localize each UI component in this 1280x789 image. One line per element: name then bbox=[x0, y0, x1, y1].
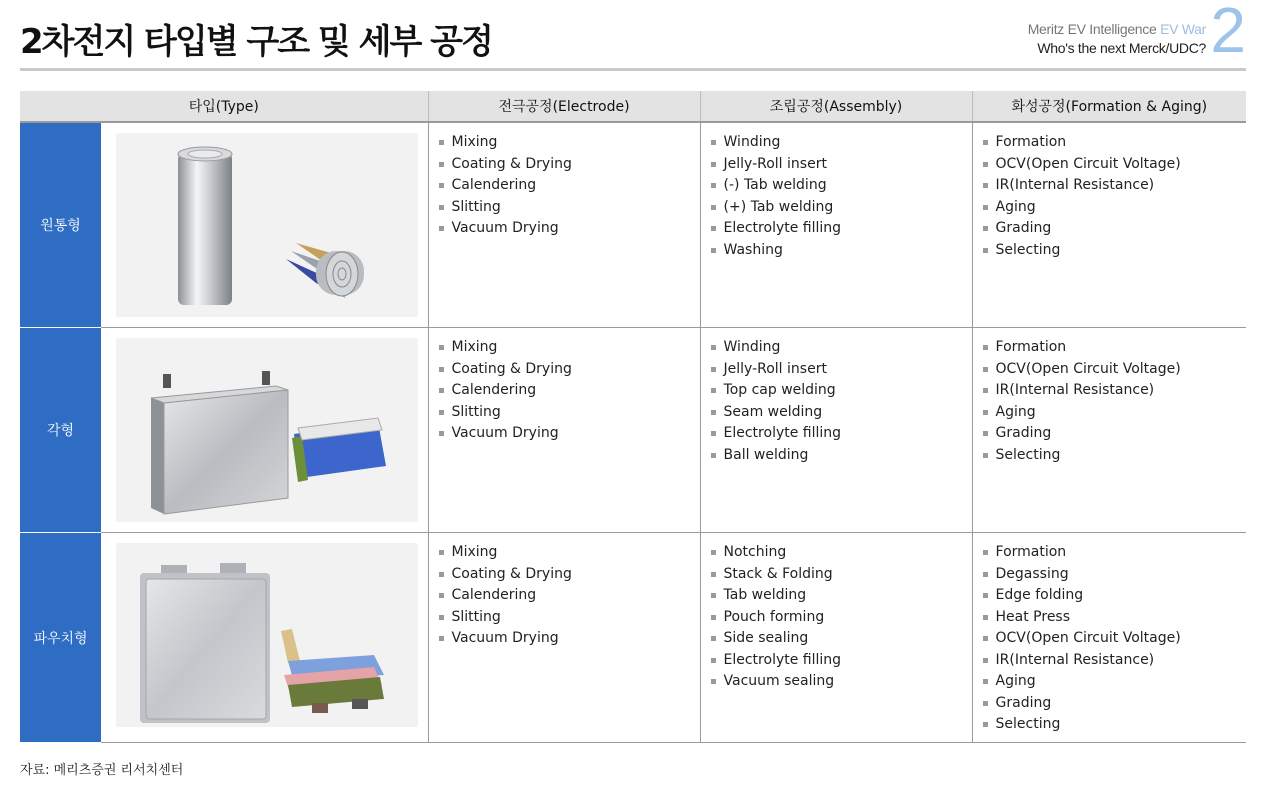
electrode-steps bbox=[429, 123, 700, 240]
list-item-text: Winding bbox=[723, 134, 781, 150]
bullet-icon bbox=[983, 615, 988, 620]
bullet-icon bbox=[983, 388, 988, 393]
bullet-icon bbox=[439, 226, 444, 231]
list-item-text: Grading bbox=[995, 425, 1052, 441]
list-item bbox=[711, 423, 972, 445]
bullet-icon bbox=[983, 205, 988, 210]
header-formation: 화성공정(Formation & Aging) bbox=[972, 91, 1246, 122]
list-item-text: Heat Press bbox=[995, 608, 1071, 625]
list-item-text: Degassing bbox=[995, 565, 1069, 582]
list-item-text: Coating & Drying bbox=[451, 565, 572, 582]
list-item-text: Jelly-Roll insert bbox=[723, 360, 827, 377]
bullet-icon bbox=[439, 205, 444, 210]
bullet-icon bbox=[711, 679, 716, 684]
list-item-text: (-) Tab welding bbox=[723, 177, 827, 193]
list-item bbox=[711, 240, 972, 262]
type-label: 원통형 bbox=[20, 122, 101, 328]
bullet-icon bbox=[983, 550, 988, 555]
bullet-icon bbox=[711, 550, 716, 555]
brand-number: 2 bbox=[1210, 0, 1246, 66]
list-item bbox=[983, 671, 1247, 693]
electrode-cell bbox=[428, 533, 700, 743]
list-item bbox=[983, 132, 1247, 154]
list-item-text: Formation bbox=[995, 134, 1067, 150]
brand-ev-war: EV War bbox=[1160, 21, 1206, 37]
list-item bbox=[983, 714, 1247, 736]
type-label: 각형 bbox=[20, 328, 101, 533]
list-item bbox=[711, 671, 972, 693]
bullet-icon bbox=[439, 431, 444, 436]
list-item bbox=[983, 445, 1247, 467]
bullet-icon bbox=[983, 345, 988, 350]
formation-cell bbox=[972, 328, 1246, 533]
list-item bbox=[439, 607, 700, 629]
list-item bbox=[983, 240, 1247, 262]
list-item bbox=[983, 175, 1247, 197]
list-item bbox=[711, 380, 972, 402]
list-item-text: IR(Internal Resistance) bbox=[995, 651, 1155, 668]
list-item-text: Washing bbox=[723, 241, 783, 258]
list-item bbox=[439, 628, 700, 650]
bullet-icon bbox=[983, 679, 988, 684]
bullet-icon bbox=[439, 572, 444, 577]
bullet-icon bbox=[983, 722, 988, 727]
list-item bbox=[711, 542, 972, 564]
list-item bbox=[983, 154, 1247, 176]
bullet-icon bbox=[711, 453, 716, 458]
electrode-cell bbox=[428, 122, 700, 328]
formation-cell bbox=[972, 533, 1246, 743]
bullet-icon bbox=[439, 367, 444, 372]
pouch-cell-image bbox=[116, 543, 418, 727]
list-item-text: Formation bbox=[995, 339, 1067, 355]
image-cell bbox=[101, 122, 428, 328]
list-item bbox=[983, 585, 1247, 607]
list-item bbox=[439, 564, 700, 586]
assembly-steps bbox=[701, 328, 972, 466]
formation-steps bbox=[973, 123, 1247, 261]
list-item bbox=[983, 628, 1247, 650]
list-item-text: Slitting bbox=[451, 608, 501, 625]
bullet-icon bbox=[983, 431, 988, 436]
list-item bbox=[983, 402, 1247, 424]
list-item-text: Top cap welding bbox=[723, 382, 836, 398]
formation-steps bbox=[973, 533, 1247, 736]
list-item bbox=[439, 585, 700, 607]
list-item-text: IR(Internal Resistance) bbox=[995, 382, 1155, 398]
bullet-icon bbox=[711, 248, 716, 253]
list-item bbox=[983, 542, 1247, 564]
list-item-text: Calendering bbox=[451, 177, 537, 193]
list-item-text: Electrolyte filling bbox=[723, 220, 842, 236]
list-item bbox=[983, 380, 1247, 402]
list-item-text: Pouch forming bbox=[723, 608, 825, 625]
list-item bbox=[983, 218, 1247, 240]
list-item bbox=[983, 197, 1247, 219]
cylindrical-cell-image bbox=[116, 133, 418, 317]
list-item-text: Electrolyte filling bbox=[723, 425, 842, 441]
list-item bbox=[439, 154, 700, 176]
bullet-icon bbox=[439, 410, 444, 415]
list-item bbox=[711, 650, 972, 672]
bullet-icon bbox=[711, 658, 716, 663]
bullet-icon bbox=[983, 248, 988, 253]
bullet-icon bbox=[983, 367, 988, 372]
list-item-text: Selecting bbox=[995, 716, 1061, 732]
bullet-icon bbox=[439, 140, 444, 145]
list-item bbox=[439, 402, 700, 424]
list-item bbox=[439, 197, 700, 219]
image-cell bbox=[101, 328, 428, 533]
table-header-row bbox=[20, 91, 1246, 122]
bullet-icon bbox=[983, 453, 988, 458]
list-item-text: Winding bbox=[723, 339, 781, 355]
source-note: 자료: 메리츠증권 리서치센터 bbox=[20, 763, 184, 778]
list-item-text: (+) Tab welding bbox=[723, 198, 834, 215]
list-item-text: Seam welding bbox=[723, 403, 823, 420]
bullet-icon bbox=[711, 431, 716, 436]
list-item bbox=[711, 337, 972, 359]
assembly-steps bbox=[701, 123, 972, 261]
table-row-pouch bbox=[20, 533, 1246, 743]
list-item-text: Selecting bbox=[995, 241, 1061, 258]
list-item bbox=[711, 154, 972, 176]
bullet-icon bbox=[983, 572, 988, 577]
list-item bbox=[439, 380, 700, 402]
bullet-icon bbox=[711, 388, 716, 393]
list-item bbox=[983, 423, 1247, 445]
header-assembly: 조립공정(Assembly) bbox=[700, 91, 972, 122]
image-cell bbox=[101, 533, 428, 743]
list-item-text: Notching bbox=[723, 544, 787, 560]
electrode-steps bbox=[429, 533, 700, 650]
electrode-steps bbox=[429, 328, 700, 445]
list-item bbox=[983, 337, 1247, 359]
bullet-icon bbox=[439, 345, 444, 350]
list-item bbox=[711, 402, 972, 424]
bullet-icon bbox=[711, 367, 716, 372]
bullet-icon bbox=[711, 183, 716, 188]
list-item-text: Slitting bbox=[451, 403, 501, 420]
list-item-text: IR(Internal Resistance) bbox=[995, 177, 1155, 193]
list-item-text: Selecting bbox=[995, 446, 1061, 463]
bullet-icon bbox=[983, 183, 988, 188]
title-divider bbox=[20, 68, 1246, 71]
bullet-icon bbox=[983, 593, 988, 598]
bullet-icon bbox=[983, 658, 988, 663]
list-item-text: OCV(Open Circuit Voltage) bbox=[995, 630, 1181, 646]
list-item-text: Vacuum sealing bbox=[723, 673, 835, 689]
list-item-text: Ball welding bbox=[723, 446, 809, 463]
assembly-cell bbox=[700, 122, 972, 328]
list-item-text: Jelly-Roll insert bbox=[723, 155, 827, 172]
list-item bbox=[439, 132, 700, 154]
list-item bbox=[711, 218, 972, 240]
list-item-text: Aging bbox=[995, 673, 1036, 689]
list-item-text: Formation bbox=[995, 544, 1067, 560]
list-item bbox=[439, 218, 700, 240]
list-item bbox=[983, 359, 1247, 381]
bullet-icon bbox=[711, 205, 716, 210]
list-item bbox=[983, 607, 1247, 629]
bullet-icon bbox=[711, 226, 716, 231]
list-item bbox=[439, 542, 700, 564]
list-item-text: Aging bbox=[995, 198, 1036, 215]
list-item-text: Electrolyte filling bbox=[723, 651, 842, 668]
list-item bbox=[711, 607, 972, 629]
list-item bbox=[439, 423, 700, 445]
bullet-icon bbox=[711, 410, 716, 415]
assembly-steps bbox=[701, 533, 972, 693]
bullet-icon bbox=[711, 615, 716, 620]
list-item bbox=[711, 628, 972, 650]
formation-cell bbox=[972, 122, 1246, 328]
bullet-icon bbox=[711, 345, 716, 350]
list-item bbox=[711, 585, 972, 607]
type-label: 파우치형 bbox=[20, 533, 101, 743]
bullet-icon bbox=[711, 572, 716, 577]
process-table bbox=[20, 91, 1246, 743]
list-item-text: Edge folding bbox=[995, 587, 1084, 603]
list-item-text: Side sealing bbox=[723, 630, 809, 646]
list-item bbox=[983, 564, 1247, 586]
list-item-text: Mixing bbox=[451, 544, 498, 560]
list-item-text: Mixing bbox=[451, 134, 498, 150]
assembly-cell bbox=[700, 328, 972, 533]
list-item-text: Stack & Folding bbox=[723, 565, 833, 582]
brand-line1-text: Meritz EV Intelligence bbox=[1027, 21, 1157, 37]
bullet-icon bbox=[983, 162, 988, 167]
list-item bbox=[983, 693, 1247, 715]
bullet-icon bbox=[983, 410, 988, 415]
bullet-icon bbox=[439, 162, 444, 167]
bullet-icon bbox=[439, 183, 444, 188]
table-row-prismatic bbox=[20, 328, 1246, 533]
list-item-text: Coating & Drying bbox=[451, 360, 572, 377]
bullet-icon bbox=[439, 593, 444, 598]
table-row-cylindrical bbox=[20, 122, 1246, 328]
bullet-icon bbox=[711, 636, 716, 641]
list-item-text: Tab welding bbox=[723, 587, 807, 603]
bullet-icon bbox=[983, 140, 988, 145]
bullet-icon bbox=[711, 593, 716, 598]
bullet-icon bbox=[983, 701, 988, 706]
list-item bbox=[439, 175, 700, 197]
list-item-text: Mixing bbox=[451, 339, 498, 355]
list-item bbox=[711, 132, 972, 154]
bullet-icon bbox=[439, 615, 444, 620]
list-item-text: Slitting bbox=[451, 198, 501, 215]
brand-line2: Who's the next Merck/UDC? bbox=[1037, 40, 1206, 56]
list-item bbox=[439, 359, 700, 381]
list-item-text: Coating & Drying bbox=[451, 155, 572, 172]
electrode-cell bbox=[428, 328, 700, 533]
list-item-text: Calendering bbox=[451, 382, 537, 398]
list-item-text: Vacuum Drying bbox=[451, 425, 559, 441]
list-item bbox=[711, 445, 972, 467]
list-item-text: Grading bbox=[995, 694, 1052, 711]
list-item-text: Vacuum Drying bbox=[451, 630, 559, 646]
header-electrode: 전극공정(Electrode) bbox=[428, 91, 700, 122]
list-item-text: OCV(Open Circuit Voltage) bbox=[995, 360, 1181, 377]
list-item-text: Grading bbox=[995, 220, 1052, 236]
list-item-text: Vacuum Drying bbox=[451, 220, 559, 236]
list-item bbox=[439, 337, 700, 359]
formation-steps bbox=[973, 328, 1247, 466]
list-item-text: Calendering bbox=[451, 587, 537, 603]
page-title: 2차전지 타입별 구조 및 세부 공정 bbox=[20, 22, 492, 62]
bullet-icon bbox=[439, 550, 444, 555]
list-item-text: OCV(Open Circuit Voltage) bbox=[995, 155, 1181, 172]
header-type: 타입(Type) bbox=[20, 91, 428, 122]
list-item bbox=[983, 650, 1247, 672]
prismatic-cell-image bbox=[116, 338, 418, 522]
list-item-text: Aging bbox=[995, 403, 1036, 420]
brand-line1 bbox=[1028, 21, 1206, 37]
bullet-icon bbox=[711, 140, 716, 145]
list-item bbox=[711, 175, 972, 197]
bullet-icon bbox=[439, 388, 444, 393]
bullet-icon bbox=[439, 636, 444, 641]
bullet-icon bbox=[711, 162, 716, 167]
bullet-icon bbox=[983, 226, 988, 231]
list-item bbox=[711, 564, 972, 586]
list-item bbox=[711, 359, 972, 381]
assembly-cell bbox=[700, 533, 972, 743]
list-item bbox=[711, 197, 972, 219]
bullet-icon bbox=[983, 636, 988, 641]
